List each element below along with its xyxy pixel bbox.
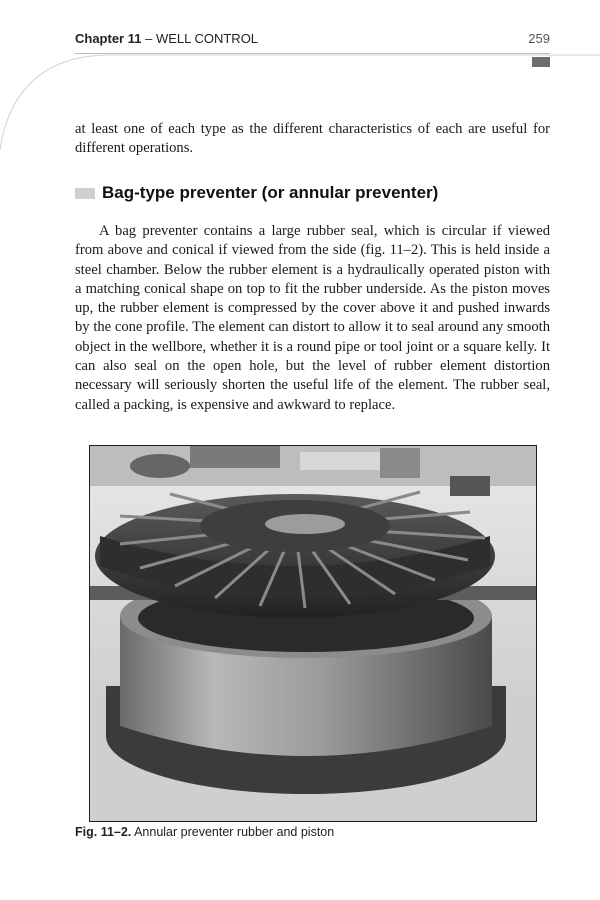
heading-marker-block: [75, 188, 95, 199]
figure-caption-text: Annular preventer rubber and piston: [134, 825, 335, 839]
chapter-title: – WELL CONTROL: [145, 31, 259, 46]
section-heading: [75, 183, 438, 203]
figure-photo-annular-preventer: [89, 445, 537, 822]
intro-paragraph: at least one of each type as the different characteristics of each are useful for different operations.: [75, 121, 550, 157]
figure-label: Fig. 11–2.: [75, 825, 132, 839]
header-divider: [75, 53, 550, 54]
header-tab-marker: [532, 57, 550, 67]
section-heading-text: Bag-type preventer (or annular preventer): [102, 183, 439, 202]
figure-caption: [75, 825, 334, 839]
section-paragraph: A bag preventer contains a large rubber seal, which is circular if viewed from above and conical if viewed from the side (fig. 11–2). This is held inside a steel chamber. Below the rubber element is a hydraulically operated piston with a matching conical shape on top to fit the rubber underside. As the piston moves up, the rubber element is compressed by the cover above it and pushed inwards by the cone profile. The element can distort to allow it to seal around any smooth object in the wellbore, whether it is a round pipe or tool joint or a square kelly. It can also seal on the open hole, but the level of rubber element distortion necessary will seriously shorten the useful life of the element. The rubber seal, called a packing, is expensive and awkward to replace.: [75, 223, 550, 413]
running-header-chapter: [75, 31, 258, 46]
page-number: 259: [528, 31, 550, 46]
chapter-label: Chapter 11: [75, 31, 142, 46]
annular-preventer-illustration: [90, 446, 536, 821]
